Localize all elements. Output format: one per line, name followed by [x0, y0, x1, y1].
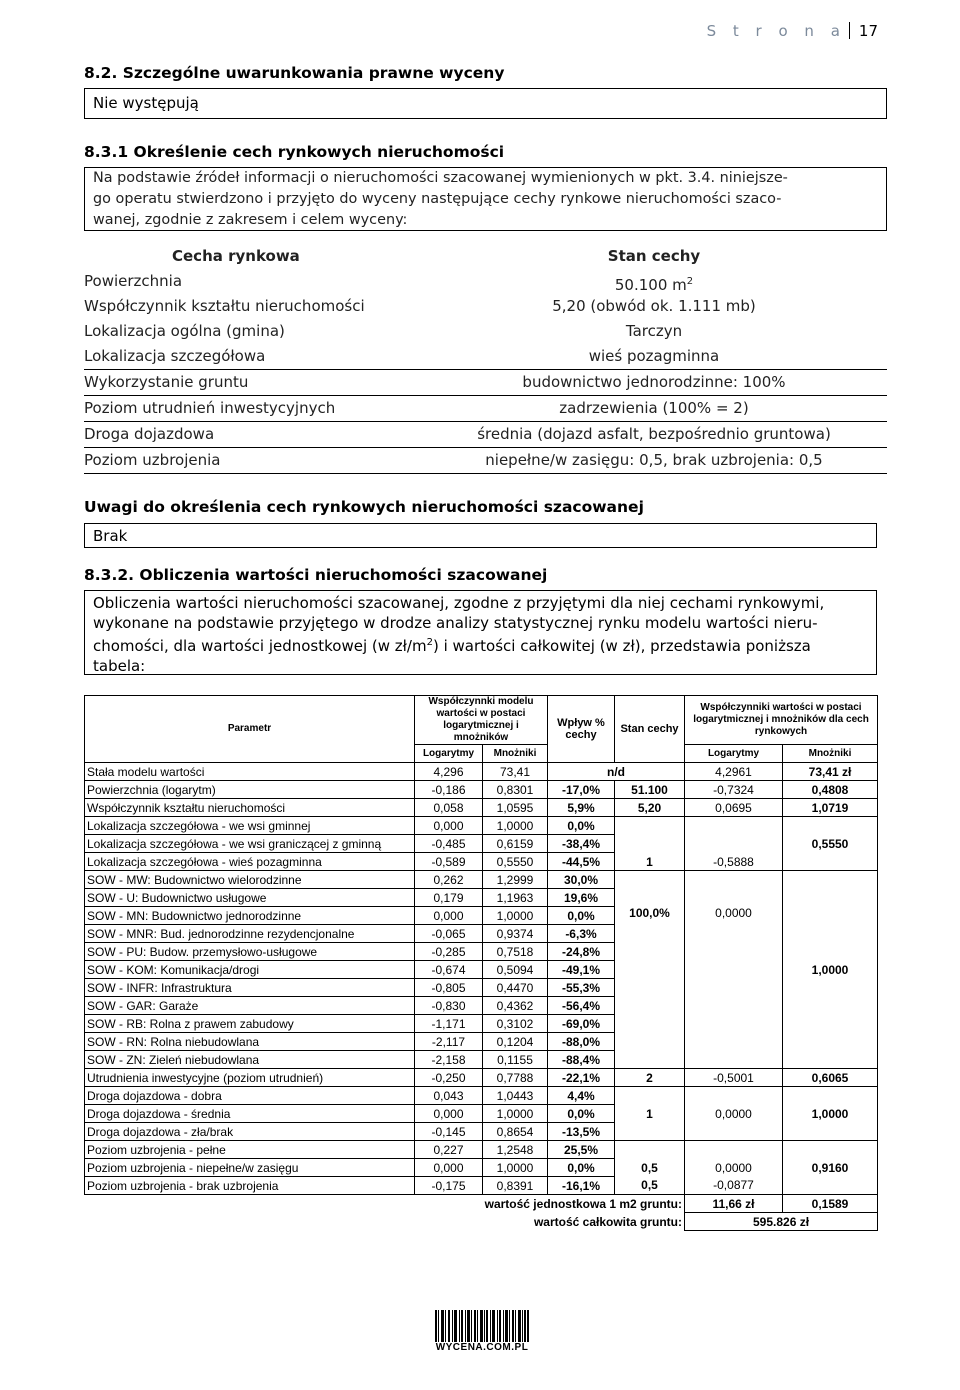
- table-row: [85, 781, 878, 799]
- section-8-3-2-line: wykonane na podstawie przyjętego w drodze analizy statystycznej rynku modelu wartości nieru-: [93, 614, 818, 632]
- notes-title: Uwagi do określenia cech rynkowych nieruchomości szacowanej: [84, 498, 644, 516]
- table-row: [85, 871, 878, 889]
- table-row: [85, 1177, 878, 1195]
- feature-row: [84, 370, 887, 395]
- section-8-3-2-title: 8.3.2. Obliczenia wartości nieruchomości szacowanej: [84, 566, 548, 584]
- cell-log: 0,000: [415, 1105, 483, 1123]
- header-model-coef: Współczynnki modelu wartości w postaci logarytmicznej i mnożników: [415, 696, 548, 745]
- cell-influence: -69,0%: [548, 1015, 615, 1033]
- feature-row: [84, 344, 887, 369]
- cell-log: 0,262: [415, 871, 483, 889]
- cell-log2: -0,7324: [685, 781, 783, 799]
- cell-mult2: 73,41 zł: [783, 763, 878, 781]
- cell-log: -0,250: [415, 1069, 483, 1087]
- feature-name: Poziom uzbrojenia: [84, 451, 221, 469]
- cell-influence: 0,0%: [548, 817, 615, 835]
- cell-param: Utrudnienia inwestycyjne (poziom utrudnień): [85, 1069, 415, 1087]
- header-log2: Logarytmy: [685, 745, 783, 763]
- cell-param: Poziom uzbrojenia - niepełne/w zasięgu: [85, 1159, 415, 1177]
- cell-mult: 0,8301: [483, 781, 548, 799]
- cell-log: -0,674: [415, 961, 483, 979]
- header-param: Parametr: [85, 696, 415, 763]
- cell-log: -0,145: [415, 1123, 483, 1141]
- cell-param: SOW - ZN: Zieleń niebudowlana: [85, 1051, 415, 1069]
- cell-mult2: 1,0000: [783, 1087, 878, 1141]
- header-mult: Mnożniki: [483, 745, 548, 763]
- cell-log: 0,000: [415, 907, 483, 925]
- cell-param: SOW - MNR: Bud. jednorodzinne rezydencjonalne: [85, 925, 415, 943]
- cell-influence: -13,5%: [548, 1123, 615, 1141]
- features-header-state: Stan cechy: [607, 247, 701, 265]
- feature-name: Powierzchnia: [84, 272, 183, 290]
- total-value: 595.826 zł: [685, 1213, 878, 1231]
- cell-mult: 1,0595: [483, 799, 548, 817]
- valuation-calculation-table: [84, 695, 877, 1231]
- cell-log2: -0,5001: [685, 1069, 783, 1087]
- cell-influence: 5,9%: [548, 799, 615, 817]
- cell-log: -0,285: [415, 943, 483, 961]
- total-value-label: wartość całkowita gruntu:: [533, 1214, 682, 1229]
- header-mult2: Mnożniki: [783, 745, 878, 763]
- cell-param: Lokalizacja szczegółowa - we wsi graniczącej z gminną: [85, 835, 415, 853]
- cell-mult: 0,3102: [483, 1015, 548, 1033]
- section-8-3-2-line: tabela:: [93, 657, 146, 675]
- cell-log: 4,296: [415, 763, 483, 781]
- feature-state: średnia (dojazd asfalt, bezpośrednio gruntowa): [477, 425, 831, 443]
- cell-mult: 1,0000: [483, 1159, 548, 1177]
- section-8-3-1-title: 8.3.1 Określenie cech rynkowych nieruchomości: [84, 143, 505, 161]
- feature-state: 5,20 (obwód ok. 1.111 mb): [552, 297, 756, 315]
- section-8-3-2-box: [84, 590, 877, 675]
- section-8-3-1-line: Na podstawie źródeł informacji o nieruchomości szacowanej wymienionych w pkt. 3.4. niniejsze-: [93, 170, 788, 186]
- section-8-3-1-line: go operatu stwierdzono i przyjęto do wyceny następujące cechy rynkowe nieruchomości szaco-: [93, 191, 782, 207]
- cell-mult: 73,41: [483, 763, 548, 781]
- cell-state: [615, 1141, 685, 1159]
- section-8-2-box: [84, 88, 887, 119]
- cell-log: -2,158: [415, 1051, 483, 1069]
- unit-value: 11,66 zł: [685, 1195, 783, 1213]
- cell-param: Poziom uzbrojenia - pełne: [85, 1141, 415, 1159]
- section-8-3-1-line: wanej, zgodnie z zakresem i celem wyceny:: [93, 212, 408, 228]
- cell-influence: 30,0%: [548, 871, 615, 889]
- cell-mult2: 0,9160: [783, 1141, 878, 1195]
- cell-influence: -55,3%: [548, 979, 615, 997]
- cell-influence: -17,0%: [548, 781, 615, 799]
- cell-param: Droga dojazdowa - średnia: [85, 1105, 415, 1123]
- cell-influence: -6,3%: [548, 925, 615, 943]
- section-8-3-2-line: Obliczenia wartości nieruchomości szacowanej, zgodne z przyjętymi dla niej cechami rynkowymi,: [93, 594, 825, 612]
- feature-state: 50.100 $m^2$: [614, 276, 694, 294]
- feature-state: zadrzewienia (100% = 2): [559, 399, 749, 417]
- feature-name: Współczynnik kształtu nieruchomości: [84, 297, 365, 315]
- cell-influence: -22,1%: [548, 1069, 615, 1087]
- cell-influence: 0,0%: [548, 1105, 615, 1123]
- cell-state: 51.100: [615, 781, 685, 799]
- cell-influence: 4,4%: [548, 1087, 615, 1105]
- section-8-3-2-line: chomości, dla wartości jednostkowej (w $zł/m^2$) i wartości całkowitej (w zł), przedstawia poniższa: [93, 637, 811, 655]
- cell-param: SOW - RN: Rolna niebudowlana: [85, 1033, 415, 1051]
- cell-log: 0,179: [415, 889, 483, 907]
- cell-influence: -88,4%: [548, 1051, 615, 1069]
- header-log: Logarytmy: [415, 745, 483, 763]
- cell-mult: 0,4470: [483, 979, 548, 997]
- cell-state: 2: [615, 1069, 685, 1087]
- cell-mult: 1,0000: [483, 1105, 548, 1123]
- cell-mult: 0,8391: [483, 1177, 548, 1195]
- cell-param: Lokalizacja szczegółowa - wieś pozagminna: [85, 853, 415, 871]
- cell-state: 1: [615, 1087, 685, 1141]
- market-features-table: [84, 244, 887, 475]
- header-state: Stan cechy: [615, 696, 685, 763]
- cell-param: SOW - INFR: Infrastruktura: [85, 979, 415, 997]
- cell-log2: 0,0000: [685, 1159, 783, 1177]
- cell-param: SOW - RB: Rolna z prawem zabudowy: [85, 1015, 415, 1033]
- unit-mult: 0,1589: [783, 1195, 878, 1213]
- feature-state: budownictwo jednorodzinne: 100%: [522, 373, 786, 391]
- cell-log: -1,171: [415, 1015, 483, 1033]
- cell-log: 0,000: [415, 1159, 483, 1177]
- cell-mult2: 1,0000: [783, 871, 878, 1069]
- cell-influence: -49,1%: [548, 961, 615, 979]
- cell-influence: 25,5%: [548, 1141, 615, 1159]
- cell-log: 0,227: [415, 1141, 483, 1159]
- cell-mult: 0,6159: [483, 835, 548, 853]
- cell-influence: 0,0%: [548, 1159, 615, 1177]
- cell-log2: 4,2961: [685, 763, 783, 781]
- table-row: [85, 763, 878, 781]
- table-row: [85, 817, 878, 835]
- table-row: [85, 1141, 878, 1159]
- cell-log: -2,117: [415, 1033, 483, 1051]
- cell-influence: -24,8%: [548, 943, 615, 961]
- cell-log: -0,175: [415, 1177, 483, 1195]
- cell-param: Droga dojazdowa - dobra: [85, 1087, 415, 1105]
- cell-state: 100,0%: [615, 871, 685, 1069]
- cell-mult: 1,2999: [483, 871, 548, 889]
- table-row: [85, 1087, 878, 1105]
- feature-state: wieś pozagminna: [588, 347, 720, 365]
- cell-mult: 0,1204: [483, 1033, 548, 1051]
- cell-log: -0,830: [415, 997, 483, 1015]
- feature-name: Wykorzystanie gruntu: [84, 373, 249, 391]
- cell-log: -0,065: [415, 925, 483, 943]
- cell-log: -0,485: [415, 835, 483, 853]
- page-number: 17: [858, 22, 878, 40]
- cell-mult: 0,1155: [483, 1051, 548, 1069]
- section-8-2-content: Nie występują: [93, 94, 199, 112]
- cell-mult: 0,7518: [483, 943, 548, 961]
- cell-log: -0,186: [415, 781, 483, 799]
- summary-row-total: [85, 1213, 878, 1231]
- cell-mult: 1,1963: [483, 889, 548, 907]
- cell-param: SOW - PU: Budow. przemysłowo-usługowe: [85, 943, 415, 961]
- cell-log2: -0,5888: [685, 817, 783, 871]
- cell-log2: [685, 1141, 783, 1159]
- feature-state: Tarczyn: [625, 322, 683, 340]
- feature-row: [84, 269, 887, 294]
- cell-state: 5,20: [615, 799, 685, 817]
- cell-mult: 1,0000: [483, 907, 548, 925]
- cell-log: 0,058: [415, 799, 483, 817]
- cell-influence: -38,4%: [548, 835, 615, 853]
- cell-state: 0,5: [615, 1159, 685, 1177]
- cell-state: 1: [615, 817, 685, 871]
- cell-param: Poziom uzbrojenia - brak uzbrojenia: [85, 1177, 415, 1195]
- header-divider: [849, 22, 850, 39]
- cell-param: Stała modelu wartości: [85, 763, 415, 781]
- cell-param: SOW - GAR: Garaże: [85, 997, 415, 1015]
- cell-param: SOW - MW: Budownictwo wielorodzinne: [85, 871, 415, 889]
- cell-mult2: 0,5550: [783, 817, 878, 871]
- cell-influence: 0,0%: [548, 907, 615, 925]
- cell-log: 0,000: [415, 817, 483, 835]
- cell-mult: 0,9374: [483, 925, 548, 943]
- notes-box: [84, 523, 877, 548]
- cell-mult: 1,2548: [483, 1141, 548, 1159]
- table-row: [85, 799, 878, 817]
- feature-name: Poziom utrudnień inwestycyjnych: [84, 399, 336, 417]
- feature-state: niepełne/w zasięgu: 0,5, brak uzbrojenia: 0,5: [485, 451, 823, 469]
- cell-mult: 0,5094: [483, 961, 548, 979]
- cell-param: SOW - MN: Budownictwo jednorodzinne: [85, 907, 415, 925]
- barcode-logo: [434, 1310, 530, 1342]
- cell-influence: 19,6%: [548, 889, 615, 907]
- cell-mult: 1,0000: [483, 817, 548, 835]
- cell-mult: 0,4362: [483, 997, 548, 1015]
- cell-mult: 0,7788: [483, 1069, 548, 1087]
- cell-param: Lokalizacja szczegółowa - we wsi gminnej: [85, 817, 415, 835]
- feature-row: [84, 396, 887, 421]
- page-header: [0, 22, 878, 40]
- cell-mult2: 0,6065: [783, 1069, 878, 1087]
- feature-row: [84, 422, 887, 447]
- feature-name: Lokalizacja szczegółowa: [84, 347, 266, 365]
- table-row: [85, 1159, 878, 1177]
- features-header-feature: Cecha rynkowa: [172, 247, 300, 265]
- cell-param: Współczynnik kształtu nieruchomości: [85, 799, 415, 817]
- feature-name: Droga dojazdowa: [84, 425, 215, 443]
- feature-row: [84, 319, 887, 344]
- cell-influence: -44,5%: [548, 853, 615, 871]
- cell-state: 0,5: [615, 1177, 685, 1195]
- cell-influence: -16,1%: [548, 1177, 615, 1195]
- features-header-row: [84, 244, 887, 269]
- feature-name: Lokalizacja ogólna (gmina): [84, 322, 285, 340]
- cell-influence: -88,0%: [548, 1033, 615, 1051]
- cell-mult: 0,8654: [483, 1123, 548, 1141]
- feature-row: [84, 448, 887, 473]
- summary-row-unit: [85, 1195, 878, 1213]
- cell-log2: 0,0000: [685, 1087, 783, 1141]
- cell-log2: -0,0877: [685, 1177, 783, 1195]
- cell-log2: 0,0695: [685, 799, 783, 817]
- cell-param: SOW - U: Budownictwo usługowe: [85, 889, 415, 907]
- feature-row: [84, 294, 887, 319]
- cell-influence-state: n/d: [548, 763, 685, 781]
- unit-value-label: wartość jednostkowa 1 m2 gruntu:: [484, 1196, 682, 1211]
- table-row: [85, 1069, 878, 1087]
- section-8-2-title: 8.2. Szczególne uwarunkowania prawne wyceny: [84, 64, 505, 82]
- cell-log: -0,805: [415, 979, 483, 997]
- section-8-3-1-box: [84, 167, 887, 231]
- cell-log2: 0,0000: [685, 871, 783, 1069]
- cell-mult2: 0,4808: [783, 781, 878, 799]
- cell-mult: 1,0443: [483, 1087, 548, 1105]
- cell-log: -0,589: [415, 853, 483, 871]
- cell-param: Powierzchnia (logarytm): [85, 781, 415, 799]
- header-value-coef: Współczynniki wartości w postaci logarytmicznej i mnożników dla cech rynkowych: [685, 696, 878, 745]
- cell-log: 0,043: [415, 1087, 483, 1105]
- cell-mult: 0,5550: [483, 853, 548, 871]
- barcode-logo-text: WYCENA.COM.PL: [435, 1342, 529, 1353]
- cell-influence: -56,4%: [548, 997, 615, 1015]
- header-influence: Wpływ % cechy: [548, 696, 615, 763]
- cell-param: Droga dojazdowa - zła/brak: [85, 1123, 415, 1141]
- divider: [84, 473, 887, 474]
- cell-mult2: 1,0719: [783, 799, 878, 817]
- notes-content: Brak: [93, 527, 128, 545]
- page-label: S t r o n a: [706, 22, 846, 40]
- cell-param: SOW - KOM: Komunikacja/drogi: [85, 961, 415, 979]
